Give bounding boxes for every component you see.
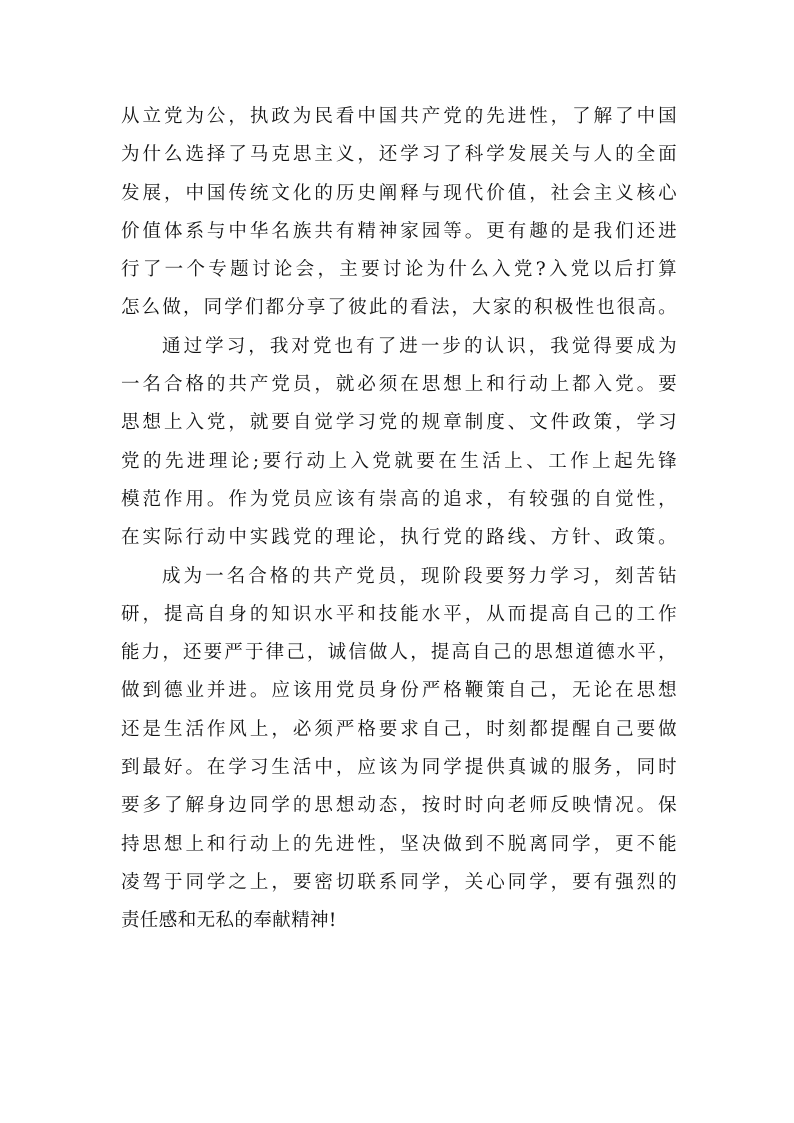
- paragraph-first-line: 通过学习，我对党也有了进一步的认识，我觉得要成为: [162, 335, 677, 357]
- document-body: [121, 98, 677, 941]
- text-line: 到最好。在学习生活中，应该为同学提供真诚的服务，同时: [121, 757, 677, 779]
- paragraph-last-line: 责任感和无私的奉献精神!: [121, 910, 337, 932]
- text-line: 为什么选择了马克思主义，还学习了科学发展关与人的全面: [121, 144, 677, 166]
- text-line: 还是生活作风上，必须严格要求自己，时刻都提醒自己要做: [121, 718, 677, 740]
- text-line: 能力，还要严于律己，诚信做人，提高自己的思想道德水平，: [121, 642, 677, 664]
- paragraph-first-line: 成为一名合格的共产党员，现阶段要努力学习，刻苦钻: [162, 565, 677, 587]
- text-line: 党的先进理论;要行动上入党就要在生活上、工作上起先锋: [121, 450, 677, 472]
- text-line: 价值体系与中华名族共有精神家园等。更有趣的是我们还进: [121, 220, 677, 242]
- text-line: 要多了解身边同学的思想动态，按时时向老师反映情况。保: [121, 795, 677, 817]
- text-line: 做到德业并进。应该用党员身份严格鞭策自己，无论在思想: [121, 680, 677, 702]
- text-line: 研，提高自身的知识水平和技能水平，从而提高自己的工作: [121, 603, 677, 625]
- text-line: 模范作用。作为党员应该有崇高的追求，有较强的自觉性，: [121, 488, 677, 510]
- text-line: 发展，中国传统文化的历史阐释与现代价值，社会主义核心: [121, 182, 677, 204]
- text-line: 思想上入党，就要自觉学习党的规章制度、文件政策，学习: [121, 412, 677, 434]
- text-line: 怎么做，同学们都分享了彼此的看法，大家的积极性也很高。: [121, 297, 677, 319]
- text-line: 持思想上和行动上的先进性，坚决做到不脱离同学，更不能: [121, 833, 677, 855]
- text-line: 在实际行动中实践党的理论，执行党的路线、方针、政策。: [121, 527, 677, 549]
- text-line: 一名合格的共产党员，就必须在思想上和行动上都入党。要: [121, 374, 677, 396]
- text-line: 行了一个专题讨论会，主要讨论为什么入党?入党以后打算: [121, 259, 677, 281]
- text-line: 从立党为公，执政为民看中国共产党的先进性，了解了中国: [121, 106, 677, 127]
- text-line: 凌驾于同学之上，要密切联系同学，关心同学，要有强烈的: [121, 871, 677, 893]
